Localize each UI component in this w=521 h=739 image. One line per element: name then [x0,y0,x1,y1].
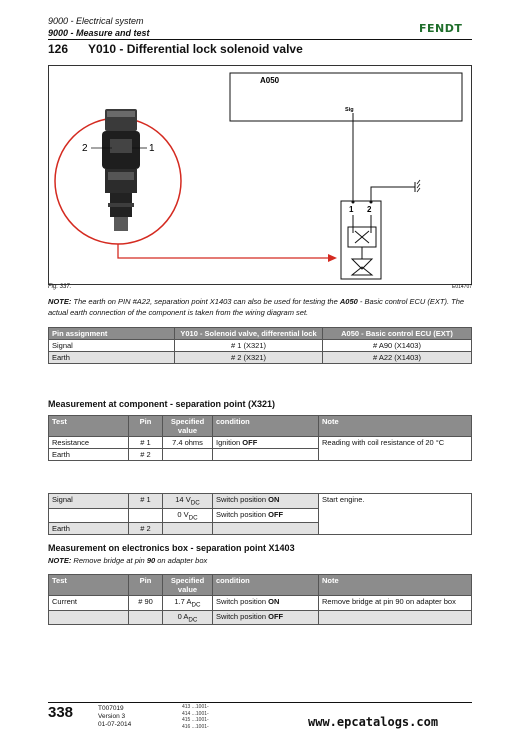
red-arrow [118,244,328,258]
cell: Signal [49,494,129,509]
table-row [49,596,472,611]
header-rule [48,39,472,40]
section-heading-component: Measurement at component - separation point (X321) [48,399,276,409]
col-header: Pin assignment [49,328,175,340]
cell: # 2 [129,523,163,535]
cell [319,610,472,625]
header-system: 9000 - Electrical system [48,16,144,26]
figure-id: E014707 [452,284,473,290]
col-header: Specified value [163,575,213,596]
unit-sub: DC [188,616,198,623]
cell: # A90 (X1403) [323,340,472,352]
cell: # 2 (X321) [175,352,323,364]
cond-text: Switch position [216,597,269,606]
serial: 414 ...1001- [182,710,209,717]
col-header: Note [319,416,472,437]
col-header: condition [213,416,319,437]
cond-text: Switch position [216,495,269,504]
conn-pin1: 1 [349,205,354,214]
page-number: 338 [48,704,74,721]
cell: # 90 [129,596,163,611]
wiring-figure [48,65,472,285]
col-header: Test [49,416,129,437]
cell [213,523,319,535]
cell [163,508,213,523]
cell [163,523,213,535]
note-text-b: on adapter box [155,556,208,565]
cell: # 1 (X321) [175,340,323,352]
conn-pin2: 2 [367,205,372,214]
col-header: A050 - Basic control ECU (EXT) [323,328,472,340]
cell [49,508,129,523]
title-number: 126 [48,42,69,56]
cell: Earth [49,523,129,535]
cell: Remove bridge at pin 90 on adapter box [319,596,472,611]
cell [163,610,213,625]
footer-doc-info [98,705,131,729]
cell [213,449,319,461]
note-bold: 90 [146,556,156,565]
cell [129,610,163,625]
cell [163,596,213,611]
cell: Earth [49,352,175,364]
fendt-logo [419,22,472,38]
note-text-a: The earth on PIN #A22, separation point X1403 can also be used for testing the [71,297,340,306]
table-row [49,437,472,449]
col-header: Pin [129,416,163,437]
cell: 7.4 ohms [163,437,213,449]
box-measure-table [48,574,472,625]
photo-pin-right: 1 [149,143,155,154]
col-header: Y010 - Solenoid valve, differential lock [175,328,323,340]
cell [213,494,319,509]
note-prefix: NOTE: [48,297,72,306]
cell: Reading with coil resistance of 20 °C [319,437,472,461]
cell: # 2 [129,449,163,461]
photo-pin-left: 2 [82,143,88,154]
cell: Earth [49,449,129,461]
value: 0 A [177,611,189,621]
cond-state: OFF [268,611,284,621]
cond-state: ON [268,597,280,606]
cell: # 1 [129,494,163,509]
serial: 415 ...1001- [182,717,209,723]
note-earth [48,296,474,318]
watermark: www.epcatalogs.com [308,715,439,729]
serial: 416 ...1001- [182,723,209,730]
unit-sub: DC [191,601,201,609]
cell: Current [49,596,129,611]
col-header: Specified value [163,416,213,437]
cell: # A22 (X1403) [323,352,472,364]
value: 1.7 A [174,597,192,606]
cell: Start engine. [319,494,472,535]
figure-caption: Fig. 337. [48,284,72,290]
ecu-label: A050 [260,76,280,85]
col-header: Test [49,575,129,596]
note-bold: A050 [339,297,358,306]
page-title [48,42,303,56]
cell [49,610,129,625]
footer-serials [182,704,209,730]
unit-sub: DC [188,514,198,521]
logo-text: FENDT [419,22,463,35]
unit-sub: DC [190,499,200,507]
header-section: 9000 - Measure and test [48,28,150,38]
note-bridge [48,556,207,565]
component-signal-table [48,493,472,535]
cond-state: OFF [242,438,258,447]
footer-rule [48,702,472,703]
cond-state: ON [268,495,280,504]
note-text-b: - Basic control ECU (EXT). The actual earth connection of the component is taken from the wiring diagram set. [48,297,465,317]
table-header-row [49,416,472,437]
cell: Resistance [49,437,129,449]
cond-state: OFF [268,509,284,519]
section-heading-box: Measurement on electronics box - separation point X1403 [48,543,295,553]
table-row [49,494,472,509]
cond-text: Switch position [216,509,269,519]
cell [213,437,319,449]
col-header: Note [319,575,472,596]
table-row [49,610,472,625]
note-text-a: Remove bridge at pin [71,556,147,565]
note-prefix: NOTE: [48,556,72,565]
doc-version: Version 3 [98,713,126,720]
cell [213,596,319,611]
cell [163,494,213,509]
doc-date: 01-07-2014 [98,721,132,728]
title-text: Y010 - Differential lock solenoid valve [88,42,303,56]
table-row [49,340,472,352]
table-row [49,352,472,364]
doc-number: T007019 [98,705,124,712]
table-header-row [49,575,472,596]
cell [129,508,163,523]
component-measure-table [48,415,472,461]
value: 0 V [177,509,189,519]
col-header: Pin [129,575,163,596]
serial: 413 ...1001- [182,704,209,710]
pin-assignment-table [48,327,472,364]
table-header-row [49,328,472,340]
cell [213,508,319,523]
col-header: condition [213,575,319,596]
cond-text: Ignition [216,438,243,447]
cell: Signal [49,340,175,352]
value: 14 V [175,495,191,504]
cell [163,449,213,461]
cond-text: Switch position [216,611,269,621]
cell: # 1 [129,437,163,449]
sig-label: Sig [345,107,354,113]
cell [213,610,319,625]
